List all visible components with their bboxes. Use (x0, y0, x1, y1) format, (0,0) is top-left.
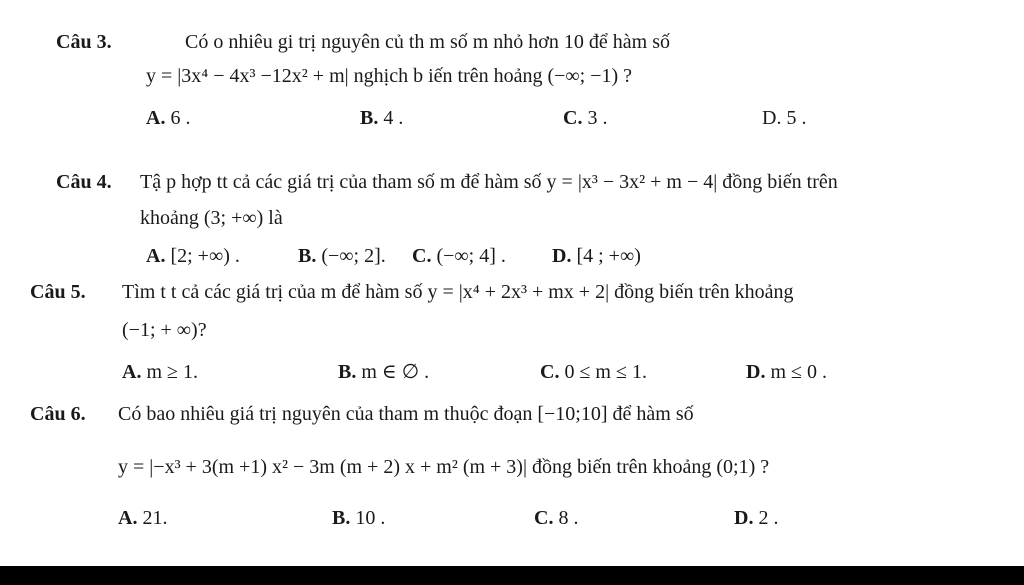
question-4-option-b[interactable] (298, 244, 386, 268)
question-6-option-d[interactable] (734, 506, 778, 530)
option-key: C. (412, 245, 432, 267)
question-3-label: Câu 3. (56, 31, 112, 53)
option-key: A. (146, 107, 166, 129)
question-4-option-d[interactable] (552, 244, 641, 268)
question-6-option-c[interactable] (534, 506, 578, 530)
option-text: 8 . (553, 507, 579, 529)
option-text: (−∞; 2]. (316, 245, 386, 267)
option-text: [4 ; +∞) (571, 245, 641, 267)
option-key: D. (746, 361, 766, 383)
option-text: m ≥ 1. (141, 361, 198, 383)
question-5-option-c[interactable] (540, 360, 647, 384)
question-4-text-line1: Tậ p hợp tt cả các giá trị của tham số m để hàm số y = |x³ − 3x² + m − 4| đồng biến trên (140, 171, 838, 193)
option-text: (−∞; 4] . (431, 245, 506, 267)
question-3-option-a[interactable] (146, 106, 190, 130)
option-key: B. (360, 107, 379, 129)
bottom-black-bar (0, 566, 1024, 585)
option-key: C. (534, 507, 554, 529)
option-text: [2; +∞) . (165, 245, 240, 267)
question-5-option-b[interactable] (338, 360, 429, 384)
question-6-option-a[interactable] (118, 506, 167, 530)
option-text: 6 . (165, 107, 191, 129)
question-4-option-a[interactable] (146, 244, 240, 268)
option-key: B. (338, 361, 357, 383)
option-text: 3 . (582, 107, 608, 129)
question-4-label: Câu 4. (56, 171, 112, 193)
option-key: C. (540, 361, 560, 383)
option-key: D. (734, 507, 754, 529)
option-text: 2 . (753, 507, 779, 529)
question-3-option-b[interactable] (360, 106, 403, 130)
option-text: 10 . (350, 507, 386, 529)
question-5-option-d[interactable] (746, 360, 827, 384)
option-key: A. (118, 507, 138, 529)
question-3-option-d[interactable] (762, 106, 806, 130)
question-6-text-line2: y = |−x³ + 3(m +1) x² − 3m (m + 2) x + m² (m + 3)| đồng biến trên khoảng (0;1) ? (118, 456, 770, 478)
question-6-text-line1: Có bao nhiêu giá trị nguyên của tham m thuộc đoạn [−10;10] để hàm số (118, 403, 694, 425)
question-6-label: Câu 6. (30, 403, 86, 425)
question-3-text-line2: y = |3x⁴ − 4x³ −12x² + m| nghịch b iến trên hoảng (−∞; −1) ? (146, 65, 633, 87)
option-key: A. (146, 245, 166, 267)
option-text: m ≤ 0 . (765, 361, 827, 383)
question-5-text-line2: (−1; + ∞)? (122, 319, 207, 341)
option-key: D. (552, 245, 572, 267)
question-5-option-a[interactable] (122, 360, 198, 384)
question-4-text-line2: khoảng (3; +∞) là (140, 207, 283, 229)
option-key: C. (563, 107, 583, 129)
question-5-text-line1: Tìm t t cả các giá trị của m để hàm số y = |x⁴ + 2x³ + mx + 2| đồng biến trên khoảng (122, 281, 794, 303)
option-key: B. (298, 245, 317, 267)
option-key: A. (122, 361, 142, 383)
question-6-option-b[interactable] (332, 506, 385, 530)
question-5-label: Câu 5. (30, 281, 86, 303)
option-text: 21. (137, 507, 168, 529)
question-4-option-c[interactable] (412, 244, 506, 268)
option-text: 4 . (378, 107, 404, 129)
option-text: 0 ≤ m ≤ 1. (559, 361, 647, 383)
option-key: B. (332, 507, 351, 529)
question-3-option-c[interactable] (563, 106, 607, 130)
option-text: m ∈ ∅ . (356, 361, 430, 383)
question-3-text-line1: Có o nhiêu gi trị nguyên củ th m số m nhỏ hơn 10 để hàm số (185, 31, 670, 53)
option-key: D. (762, 107, 782, 129)
option-text: 5 . (781, 107, 807, 129)
